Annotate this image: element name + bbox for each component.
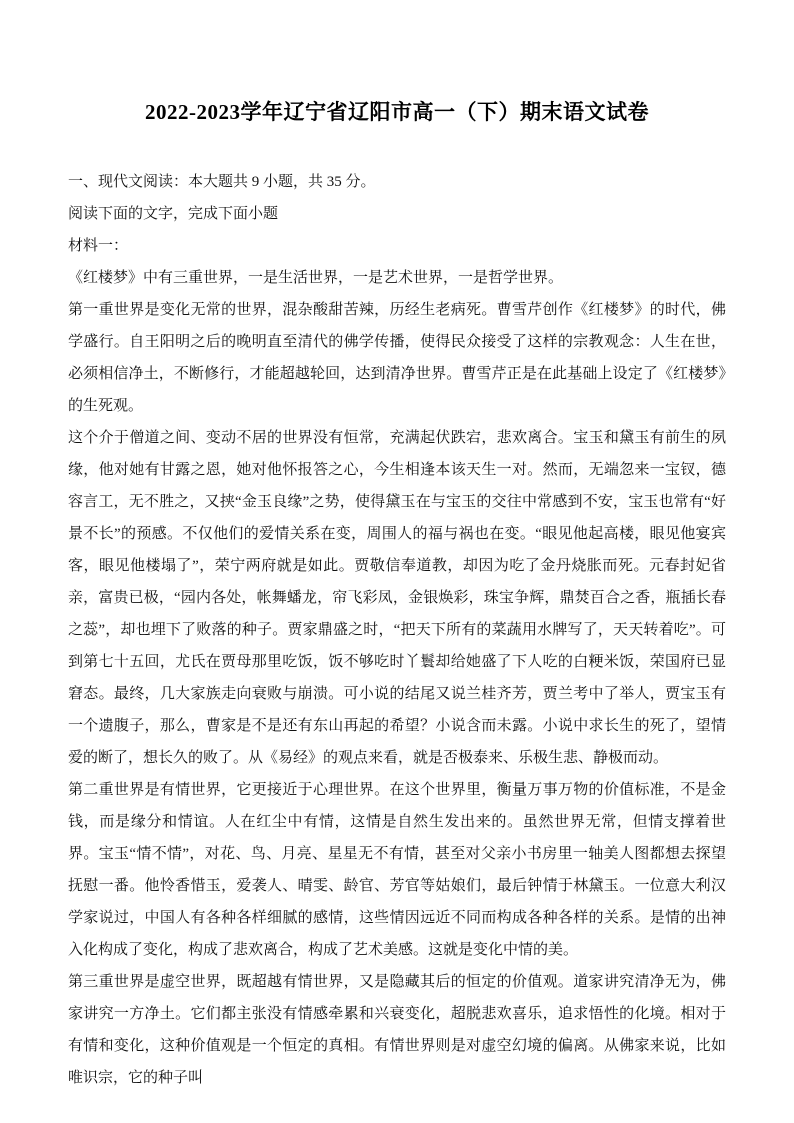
- paragraph-second-world: 第二重世界是有情世界，它更接近于心理世界。在这个世界里，衡量万事万物的价值标准，不是金钱，而是缘分和情谊。人在红尘中有情，这情是自然生发出来的。虽然世界无常，但情支撑着世界。宝玉“情不情”，对花、鸟、月亮、星星无不有情，甚至对父亲小书房里一轴美人图都想去探望抚慰一番。他怜香惜玉，爱袭人、晴雯、龄官、芳官等姑娘们，最后钟情于林黛玉。一位意大利汉学家说过，中国人有各种各样细腻的感情，这些情因远近不同而构成各种各样的关系。是情的出神入化构成了变化，构成了悲欢离合，构成了艺术美感。这就是变化中情的美。: [68, 782, 726, 958]
- paragraph-third-world: 第三重世界是虚空世界，既超越有情世界，又是隐藏其后的恒定的价值观。道家讲究清净无为，佛家讲究一方净土。它们都主张没有情感牵累和兴衰变化，超脱悲欢喜乐，追求悟性的化境。相对于有情和变化，这种价值观是一个恒定的真相。有情世界则是对虚空幻境的偏离。从佛家来说，比如唯识宗，它的种子叫: [68, 974, 726, 1086]
- paragraph-intro: 《红楼梦》中有三重世界，一是生活世界，一是艺术世界，一是哲学世界。: [68, 270, 564, 286]
- paragraph-material-label: 材料一：: [68, 238, 129, 254]
- paragraph-first-world-detail: 这个介于僧道之间、变动不居的世界没有恒常，充满起伏跌宕，悲欢离合。宝玉和黛玉有前生的夙缘，他对她有甘露之恩，她对他怀报答之心，今生相逢本该天生一对。然而，无端忽来一宝钗，德容言工，无不胜之，又挟“金玉良缘”之势，使得黛玉在与宝玉的交往中常感到不安，宝玉也常有“好景不长”的预感。不仅他们的爱情关系在变，周围人的福与祸也在变。“眼见他起高楼，眼见他宴宾客，眼见他楼塌了”，荣宁两府就是如此。贾敬信奉道教，却因为吃了金丹烧胀而死。元春封妃省亲，富贵已极，“园内各处，帐舞蟠龙，帘飞彩凤，金银焕彩，珠宝争辉，鼎焚百合之香，瓶插长春之蕊”，却也埋下了败落的种子。贾家鼎盛之时，“把天下所有的菜蔬用水牌写了，天天转着吃”。可到第七十五回，尤氏在贾母那里吃饭，饭不够吃时丫鬟却给她盛了下人吃的白粳米饭，荣国府已显窘态。最终，几大家族走向衰败与崩溃。可小说的结尾又说兰桂齐芳，贾兰考中了举人，贾宝玉有一个遗腹子，那么，曹家是不是还有东山再起的希望？小说含而未露。小说中求长生的死了，望情爱的断了，想长久的败了。从《易经》的观点来看，就是否极泰来、乐极生悲、静极而动。: [68, 430, 726, 766]
- document-title: 2022-2023学年辽宁省辽阳市高一（下）期末语文试卷: [145, 100, 649, 124]
- paragraph-first-world: 第一重世界是变化无常的世界，混杂酸甜苦辣，历经生老病死。曹雪芹创作《红楼梦》的时代，佛学盛行。自王阳明之后的晚明直至清代的佛学传播，使得民众接受了这样的宗教观念：人生在世，必须相信净土，不断修行，才能超越轮回，达到清净世界。曹雪芹正是在此基础上设定了《红楼梦》的生死观。: [68, 302, 726, 414]
- paragraph-instruction: 阅读下面的文字，完成下面小题: [68, 206, 279, 222]
- section-heading: 一、现代文阅读：本大题共 9 小题，共 35 分。: [68, 174, 376, 190]
